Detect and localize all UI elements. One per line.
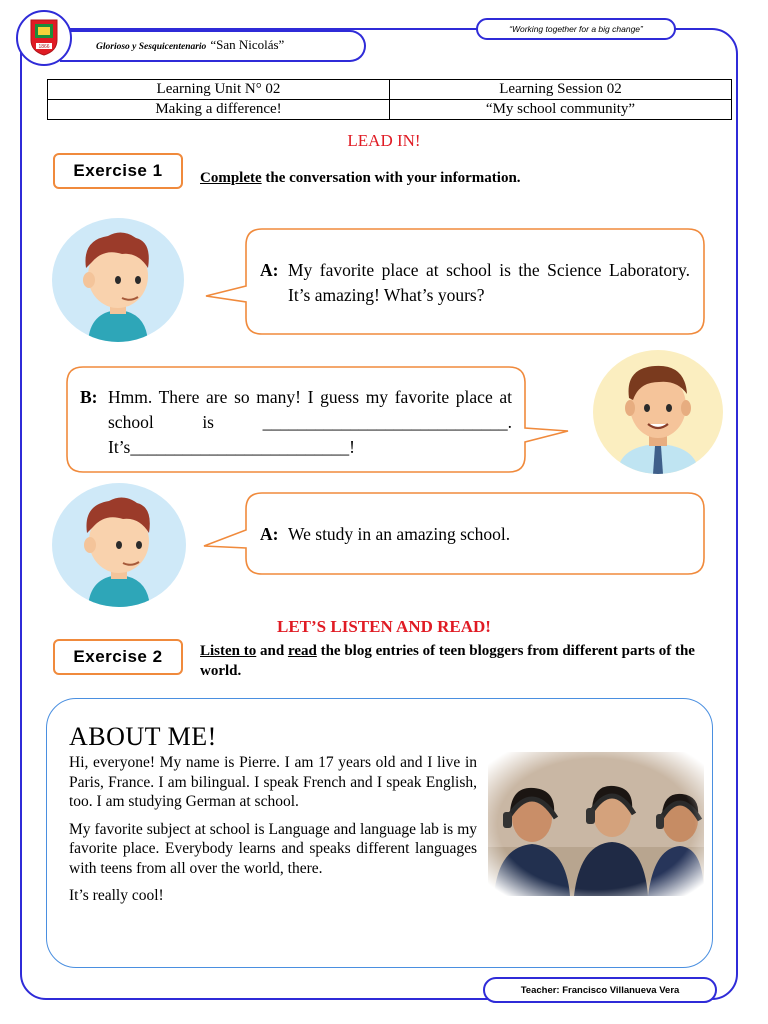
svg-text:1866: 1866 (38, 44, 50, 50)
dialogue-line-b (80, 385, 512, 460)
dialogue-a2-text: We study in an amazing school. (288, 524, 511, 544)
boy-avatar-1 (52, 218, 184, 342)
school-prefix: Glorioso y Sesquicentenario (96, 42, 207, 52)
instruction-keyword-listen: Listen to (200, 643, 257, 659)
instruction-rest: the blog entries of teen bloggers from different parts of the world. (200, 643, 695, 679)
about-me-text (69, 753, 477, 914)
dialogue-line-a2 (260, 522, 690, 547)
unit-title-cell: Making a difference! (48, 100, 390, 120)
teacher-name-badge: Teacher: Francisco Villanueva Vera (483, 977, 717, 1003)
instruction-connector: and (256, 643, 288, 659)
boy-avatar-2 (52, 483, 186, 607)
language-lab-photo (488, 752, 704, 896)
about-paragraph-3: It’s really cool! (69, 887, 164, 904)
about-paragraph-2: My favorite subject at school is Language and language lab is my favorite place. Everybody learns and speaks different languages with teens from all over the world, there. (69, 820, 477, 877)
man-avatar (593, 350, 723, 474)
exercise-2-label: Exercise 2 (53, 639, 183, 675)
dialogue-line-a1 (260, 258, 690, 308)
session-title-cell: “My school community” (390, 100, 732, 120)
dialogue-a1-text: My favorite place at school is the Science Laboratory. It’s amazing! What’s yours? (288, 260, 690, 305)
learning-session-cell: Learning Session 02 (390, 80, 732, 100)
about-me-title: ABOUT ME! (69, 722, 217, 751)
exercise-2-instruction (200, 641, 720, 681)
dialogue-b-text: Hmm. There are so many! I guess my favorite place at school is ____________________________. It’s_________________________! (108, 387, 512, 457)
motto-badge: “Working together for a big change” (476, 18, 676, 40)
instruction-keyword-read: read (287, 643, 317, 659)
speaker-b-label: B: (80, 387, 98, 407)
exercise-1-label: Exercise 1 (53, 153, 183, 189)
listen-read-heading: LET’S LISTEN AND READ! (277, 617, 491, 636)
learning-unit-cell: Learning Unit N° 02 (48, 80, 390, 100)
lead-in-heading: LEAD IN! (347, 131, 421, 150)
speaker-a-label-2: A: (260, 524, 279, 544)
about-paragraph-1: Hi, everyone! My name is Pierre. I am 17 years old and I live in Paris, France. I am bilingual. I speak French and I speak English, too. I am studying German at school. (69, 754, 477, 810)
speaker-a-label: A: (260, 260, 279, 280)
instruction-text: the conversation with your information. (261, 170, 521, 186)
school-title: “San Nicolás” (210, 37, 285, 52)
instruction-keyword: Complete (200, 170, 262, 186)
